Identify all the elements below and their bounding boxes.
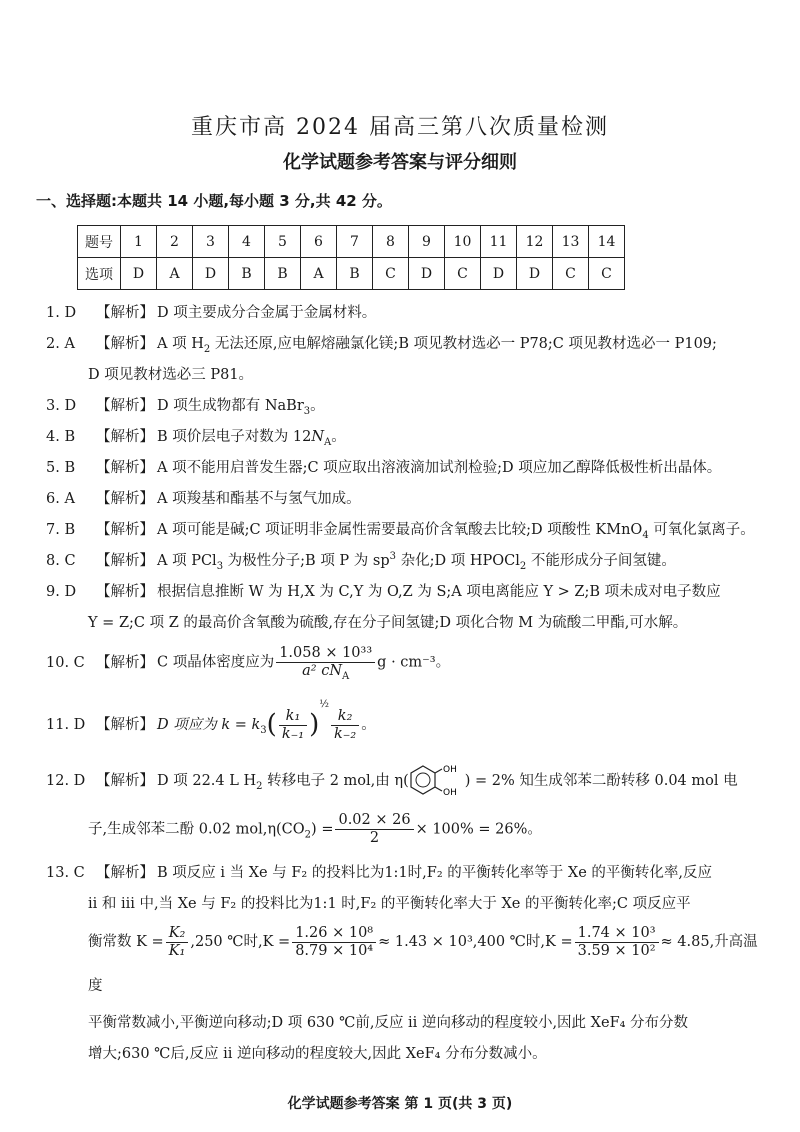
answer-label: 10. C	[46, 654, 85, 671]
explanation-text: ) = 2% 知生成邻苯二酚转移 0.04 mol 电	[464, 773, 738, 789]
question-number-cell: 8	[373, 226, 409, 258]
explanation-text: 子,生成邻苯二酚 0.02 mol,η(CO	[88, 821, 305, 838]
fraction-denominator: 8.79 × 10⁴	[295, 942, 374, 959]
question-number-cell: 13	[553, 226, 589, 258]
analysis-tag: 【解析】	[96, 305, 154, 321]
explanation-line4: 平衡常数减小,平衡逆向移动;D 项 630 ℃前,反应 ⅱ 逆向移动的程度较小,因此 XeF₄ 分布分数	[88, 1015, 689, 1031]
question-number-cell: 9	[409, 226, 445, 258]
explanation-text: D 项主要成分合金属于金属材料。	[157, 305, 377, 321]
analysis-tag: 【解析】	[96, 553, 154, 569]
fraction-denominator: 2	[369, 830, 380, 846]
k-250-fraction	[292, 925, 376, 960]
question-number-row	[78, 226, 625, 258]
explanation-text: A 项 PCl	[157, 553, 217, 569]
answer-cell: D	[481, 258, 517, 290]
answer-label: 2. A	[46, 336, 75, 352]
question-number-cell: 3	[193, 226, 229, 258]
rate-fraction-2	[331, 708, 359, 743]
explanation-text: C 项晶体密度应为	[157, 654, 275, 671]
question-number-cell: 12	[517, 226, 553, 258]
explanation-text: A 项不能用启普发生器;C 项应取出溶液滴加试剂检验;D 项应加乙醇降低极性析出晶体。	[157, 460, 722, 476]
answer-label: 4. B	[46, 429, 76, 445]
fraction-denominator: k₋₂	[333, 725, 357, 742]
fraction-numerator: k₂	[331, 708, 359, 726]
explanation-q2: 2. A 【解析】 A 项 $H_2$ 无法还原,应电解熔融氯化镁;B 项见教材选必一 P78;C 项见教材选必一 P109; D 项见教材选必三 P81。	[46, 329, 766, 391]
explanation-q3: 3. D 【解析】 D 项生成物都有 NaBr$_3$。	[46, 391, 766, 422]
question-number-cell: 11	[481, 226, 517, 258]
page-subtitle: 化学试题参考答案与评分细则	[283, 152, 517, 173]
answer-cell: A	[301, 258, 337, 290]
analysis-tag: 【解析】	[96, 429, 154, 445]
explanation-text: D 项应为 k = k	[157, 717, 261, 733]
explanation-text: g · cm⁻³。	[377, 654, 451, 671]
explanation-text: ≈ 1.43 × 10³,400 ℃时,K =	[378, 934, 573, 950]
explanation-text: B 项价层电子对数为 12	[157, 429, 312, 445]
answer-label: 5. B	[46, 460, 76, 476]
explanation-q10	[46, 645, 766, 680]
answer-label: 9. D	[46, 584, 77, 600]
explanation-q8: 8. C 【解析】 A 项 PCl$_3$ 为极性分子;B 项 P 为 $sp^3$ 杂化;D 项 HPOCl$_2$ 不能形成分子间氢键。	[46, 546, 766, 577]
answer-cell: A	[157, 258, 193, 290]
page-title: 重庆市高 2024 届高三第八次质量检测	[191, 115, 609, 140]
analysis-tag: 【解析】	[96, 773, 154, 789]
analysis-tag: 【解析】	[96, 460, 154, 476]
answer-table	[77, 225, 625, 290]
explanation-q1	[46, 298, 766, 329]
answer-cell: B	[337, 258, 373, 290]
explanation-text: 。	[310, 398, 325, 414]
answer-cell: C	[373, 258, 409, 290]
explanation-text: 。	[361, 717, 376, 733]
analysis-tag: 【解析】	[96, 865, 154, 881]
explanation-line3	[46, 920, 766, 1008]
question-number-cell: 10	[445, 226, 481, 258]
row-label-answer: 选项	[78, 258, 121, 290]
answer-cell: C	[589, 258, 625, 290]
answer-row	[78, 258, 625, 290]
catechol-structure-icon	[409, 762, 465, 800]
page-footer: 化学试题参考答案 第 1 页(共 3 页)	[287, 1096, 513, 1112]
explanation-text: A 项可能是碱;C 项证明非金属性需要最高价含氧酸去比较;D 项酸性 KMnO	[157, 522, 643, 538]
exponent: ½	[319, 699, 329, 710]
answer-label: 13. C	[46, 865, 85, 881]
fraction-denominator: K₁	[168, 942, 186, 959]
fraction-denominator: 3.59 × 10²	[577, 942, 656, 959]
yield-fraction	[335, 812, 413, 847]
explanation-text: 为极性分子;B 项 P 为 sp	[223, 553, 390, 569]
fraction-numerator: K₂	[166, 925, 189, 943]
explanation-text: A 项 H	[157, 336, 204, 352]
analysis-tag: 【解析】	[96, 717, 154, 733]
question-number-cell: 14	[589, 226, 625, 258]
explanation-text: ) =	[311, 821, 334, 838]
answer-label: 7. B	[46, 522, 76, 538]
fraction-numerator: k₁	[279, 708, 307, 726]
row-label-number: 题号	[78, 226, 121, 258]
answer-cell: D	[409, 258, 445, 290]
explanation-text: 衡常数 K =	[88, 934, 164, 950]
question-number-cell: 2	[157, 226, 193, 258]
explanation-text: A 项羧基和酯基不与氢气加成。	[157, 491, 361, 507]
explanation-line5: 增大;630 ℃后,反应 ⅱ 逆向移动的程度较大,因此 XeF₄ 分布分数减小。	[88, 1046, 547, 1062]
question-number-cell: 4	[229, 226, 265, 258]
analysis-tag: 【解析】	[96, 522, 154, 538]
question-number-cell: 5	[265, 226, 301, 258]
analysis-tag: 【解析】	[96, 398, 154, 414]
explanation-text: ,250 ℃时,K =	[190, 934, 291, 950]
explanation-q12: 12. D 【解析】 D 项 22.4 L $H_2$ 转移电子 2 mol,由 η( OH OH ) = 2% 知生成邻苯二酚转移 0.04 mol 电 子,生成邻苯二酚 0.02 $mol,\eta(CO_2)$ = $\frac{0.02 \times 26}{2}$ × 100% = 26%。	[46, 762, 766, 847]
explanation-text: ≈ 4.85,升高温度	[88, 934, 758, 994]
analysis-tag: 【解析】	[96, 584, 154, 600]
explanation-text: B 项反应 ⅰ 当 Xe 与 F₂ 的投料比为1:1时,F₂ 的平衡转化率等于 Xe 的平衡转化率,反应	[157, 865, 712, 881]
explanation-text: 杂化;D 项 HPOCl	[396, 553, 520, 569]
explanation-text: D 项生成物都有 NaBr	[157, 398, 304, 414]
answer-cell: D	[121, 258, 157, 290]
k-400-fraction	[575, 925, 659, 960]
rate-fraction-1	[279, 708, 307, 743]
explanation-line2: ⅱ 和 ⅲ 中,当 Xe 与 F₂ 的投料比为1:1 时,F₂ 的平衡转化率大于 Xe 的平衡转化率;C 项反应平	[88, 896, 691, 912]
fraction-denominator-text: a² cN	[302, 663, 342, 679]
explanation-q6	[46, 484, 766, 515]
explanation-line2: Y = Z;C 项 Z 的最高价含氧酸为硫酸,存在分子间氢键;D 项化合物 M 为硫酸二甲酯,可水解。	[88, 615, 688, 631]
question-number-cell: 7	[337, 226, 373, 258]
question-number-cell: 6	[301, 226, 337, 258]
fraction-denominator: a² $cN_A$	[302, 663, 350, 682]
question-number-cell: 1	[121, 226, 157, 258]
explanation-text: 不能形成分子间氢键。	[526, 553, 676, 569]
answer-cell: B	[265, 258, 301, 290]
analysis-tag: 【解析】	[96, 491, 154, 507]
explanation-text: 无法还原,应电解熔融氯化镁;B 项见教材选必一 P78;C 项见教材选必一 P109;	[210, 336, 717, 352]
fraction-numerator: 0.02 × 26	[335, 812, 413, 830]
analysis-tag: 【解析】	[96, 336, 154, 352]
answer-label: 12. D	[46, 773, 86, 789]
explanation-text: 转移电子 2 mol,由 η(	[262, 773, 409, 789]
fraction-numerator: 1.058 × 10³³	[276, 645, 375, 663]
answer-label: 8. C	[46, 553, 76, 569]
answer-cell: C	[553, 258, 589, 290]
analysis-tag: 【解析】	[96, 654, 154, 671]
explanation-q7: 7. B 【解析】 A 项可能是碱;C 项证明非金属性需要最高价含氧酸去比较;D 项酸性 KMnO$_4$ 可氧化氯离子。	[46, 515, 766, 546]
explanation-text: 可氧化氯离子。	[648, 522, 755, 538]
answer-cell: D	[193, 258, 229, 290]
explanation-line2: 子,生成邻苯二酚 0.02 $mol,\eta(CO_2)$ = $\frac{0.02 \times 26}{2}$ × 100% = 26%。	[88, 812, 542, 846]
explanation-q9	[46, 577, 766, 639]
answer-label: 6. A	[46, 491, 75, 507]
explanation-text: 根据信息推断 W 为 H,X 为 C,Y 为 O,Z 为 S;A 项电离能应 Y > Z;B 项未成对电子数应	[157, 584, 721, 600]
section-heading: 一、选择题:本题共 14 小题,每小题 3 分,共 42 分。	[36, 192, 392, 210]
k-ratio-fraction	[166, 925, 189, 960]
hydroxyl-label: OH	[442, 788, 457, 798]
fraction-denominator: k₋₁	[281, 725, 305, 742]
explanation-text: D 项 22.4 L H	[157, 773, 257, 789]
answer-cell: D	[517, 258, 553, 290]
explanation-q11: 11. D 【解析】 D 项应为 $k = k_3$( $\frac{\text{k₁}}{\text{k₋₁}}$ )$^{\frac{1}{2}}$ $\frac{\text{k₂}}{\text{k₋₂}}$ 。	[46, 699, 376, 742]
explanation-text: × 100% = 26%。	[415, 821, 542, 838]
explanation-q4: 4. B 【解析】 B 项价层电子对数为 $12N_A$。	[46, 422, 766, 453]
explanation-q13	[46, 858, 766, 1070]
avogadro-symbol: N	[311, 429, 325, 445]
explanation-line2: D 项见教材选必三 P81。	[88, 367, 254, 383]
explanation-q5	[46, 453, 766, 484]
density-fraction	[276, 645, 375, 680]
answer-cell: B	[229, 258, 265, 290]
answer-label: 3. D	[46, 398, 77, 414]
fraction-numerator: 1.26 × 10⁸	[292, 925, 376, 943]
hydroxyl-label: OH	[442, 765, 457, 775]
fraction-numerator: 1.74 × 10³	[575, 925, 659, 943]
explanation-text: 。	[331, 429, 346, 445]
answer-cell: C	[445, 258, 481, 290]
answer-label: 11. D	[46, 717, 86, 733]
answer-label: 1. D	[46, 305, 77, 321]
